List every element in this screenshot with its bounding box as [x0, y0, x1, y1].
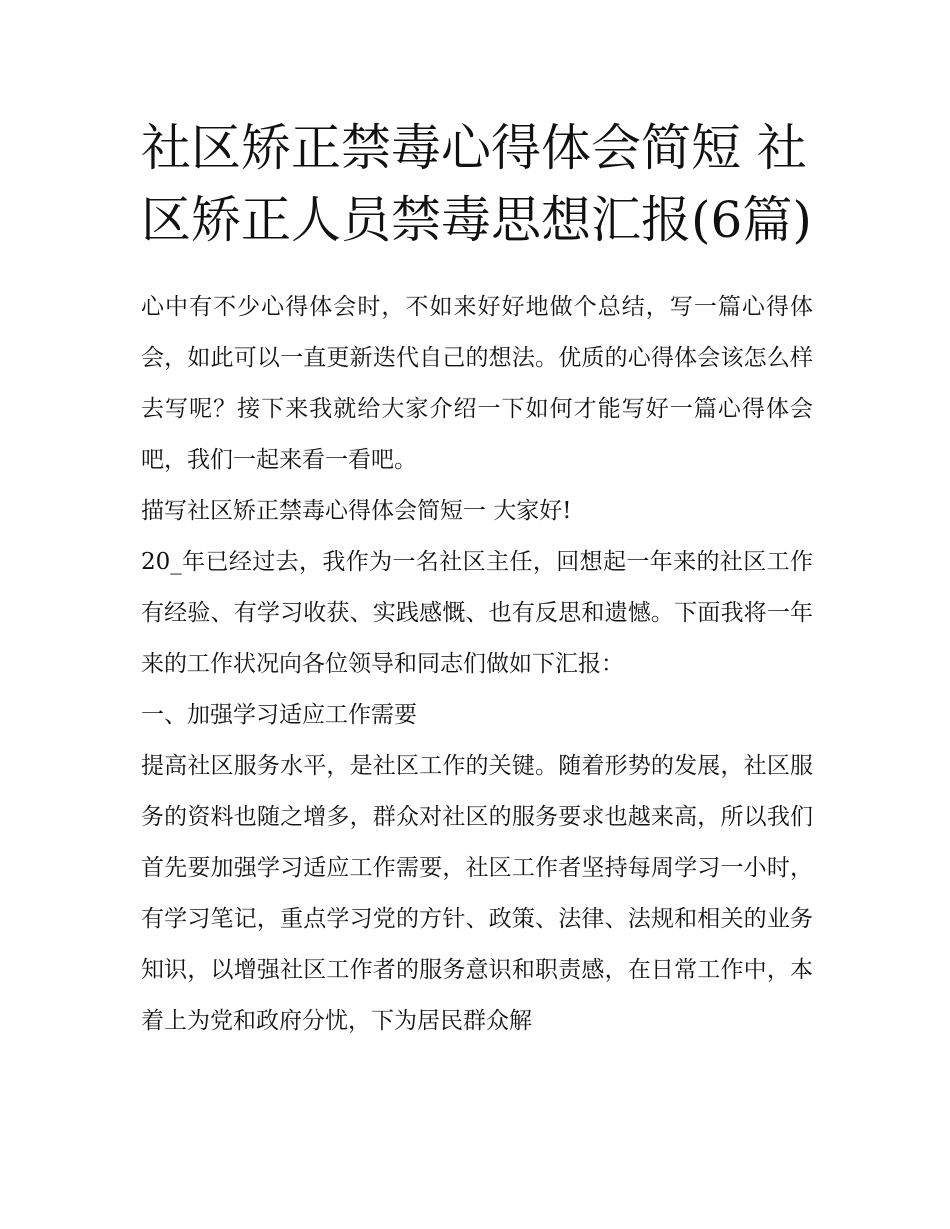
paragraph-intro: 心中有不少心得体会时，不如来好好地做个总结，写一篇心得体会，如此可以一直更新迭代自己的想法。优质的心得体会该怎么样去写呢？接下来我就给大家介绍一下如何才能写好一篇心得体会吧，我们一起来看一看吧。 [141, 294, 813, 473]
paragraph-study: 提高社区服务水平，是社区工作的关键。随着形势的发展，社区服务的资料也随之增多，群众对社区的服务要求也越来高，所以我们首先要加强学习适应工作需要，社区工作者坚持每周学习一小时，有学习笔记，重点学习党的方针、政策、法律、法规和相关的业务知识，以增强社区工作者的服务意识和职责感，在日常工作中，本着上为党和政府分忧，下为居民群众解 [141, 753, 813, 1034]
document-body [141, 112, 813, 1047]
document-title: 社区矫正禁毒心得体会简短 社区矫正人员禁毒思想汇报(6篇) [141, 119, 812, 249]
paragraph-summary: 20_年已经过去，我作为一名社区主任，回想起一年来的社区工作有经验、有学习收获、实践感慨、也有反思和遗憾。下面我将一年来的工作状况向各位领导和同志们做如下汇报： [141, 549, 813, 677]
section-heading-1: 一、加强学习适应工作需要 [141, 702, 417, 728]
paragraph-greeting: 描写社区矫正禁毒心得体会简短一 大家好! [141, 498, 572, 524]
